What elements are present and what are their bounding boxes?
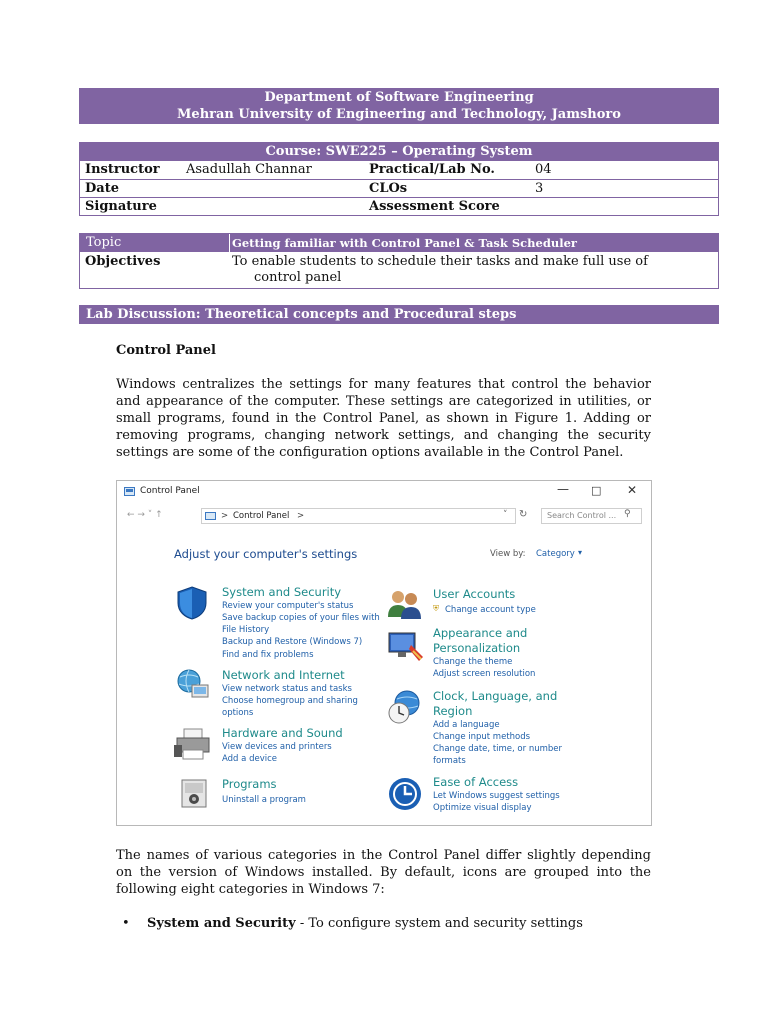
bullet-item-text: - To configure system and security settings [295, 916, 583, 931]
table-row [80, 252, 718, 288]
nav-arrows[interactable]: ← → ˅ ↑ [127, 510, 163, 520]
topic-table [79, 233, 719, 289]
objectives-label: Objectives [85, 254, 161, 269]
link-optimize-display[interactable]: Optimize visual display [433, 803, 532, 813]
view-by-label: View by: [490, 549, 526, 559]
course-info-table [79, 142, 719, 216]
date-label: Date [85, 181, 119, 196]
breadcrumb-separator: > [221, 511, 229, 521]
link-homegroup[interactable]: Choose homegroup and sharing [222, 696, 358, 706]
category-appearance-line-2[interactable]: Personalization [433, 641, 521, 655]
link-save-backup[interactable]: Save backup copies of your files with [222, 613, 380, 623]
table-row [80, 234, 718, 252]
assessment-label: Assessment Score [369, 199, 500, 214]
link-devices-printers[interactable]: View devices and printers [222, 742, 332, 752]
control-panel-icon [205, 512, 216, 520]
search-icon[interactable]: ⚲ [624, 509, 631, 519]
link-formats[interactable]: formats [433, 756, 466, 766]
link-find-fix[interactable]: Find and fix problems [222, 650, 314, 660]
category-ease-of-access[interactable]: Ease of Access [433, 775, 519, 789]
user-accounts-icon[interactable] [387, 589, 423, 619]
refresh-icon[interactable]: ↻ [519, 509, 528, 520]
link-suggest-settings[interactable]: Let Windows suggest settings [433, 791, 560, 801]
programs-icon[interactable] [180, 777, 210, 809]
control-panel-icon [124, 487, 135, 496]
link-change-theme[interactable]: Change the theme [433, 657, 513, 667]
course-title: Course: SWE225 – Operating System [80, 143, 718, 161]
category-user-accounts[interactable]: User Accounts [433, 587, 516, 601]
category-appearance[interactable]: Appearance and [433, 626, 528, 640]
link-uninstall[interactable]: Uninstall a program [222, 795, 306, 805]
lab-discussion-heading: Lab Discussion: Theoretical concepts and Procedural steps [79, 305, 719, 324]
category-programs[interactable]: Programs [222, 777, 277, 791]
link-add-device[interactable]: Add a device [222, 754, 277, 764]
link-change-account-type[interactable]: Change account type [445, 605, 536, 615]
intro-paragraph: Windows centralizes the settings for many features that control the behavior and appearance of the computer. These settings are categorized in utilities, or small programs, found in the Control Panel, as shown in Figure 1. Adding or removing programs, changing network settings, and changing the security settings are some of the configuration options available in the Control Panel. [116, 377, 651, 460]
table-row [80, 161, 718, 179]
link-review-status[interactable]: Review your computer's status [222, 601, 354, 611]
view-by-select[interactable]: Category [536, 549, 575, 559]
lab-number-label: Practical/Lab No. [369, 162, 495, 177]
chevron-down-icon[interactable]: ▾ [578, 548, 583, 557]
section-title: Control Panel [116, 343, 216, 358]
control-panel-figure [116, 480, 652, 826]
appearance-icon[interactable] [387, 631, 425, 663]
minimize-button[interactable]: — [557, 482, 569, 496]
signature-label: Signature [85, 199, 157, 214]
category-hardware-sound[interactable]: Hardware and Sound [222, 726, 343, 740]
clos-label: CLOs [369, 181, 408, 196]
page-heading: Adjust your computer's settings [174, 547, 358, 561]
chevron-down-icon[interactable]: ˅ [503, 510, 508, 520]
link-network-status[interactable]: View network status and tasks [222, 684, 352, 694]
bullet-marker: • [122, 916, 130, 931]
close-button[interactable]: ✕ [627, 483, 638, 497]
category-clock-language[interactable]: Clock, Language, and [433, 689, 558, 703]
link-add-language[interactable]: Add a language [433, 720, 500, 730]
link-date-time[interactable]: Change date, time, or number [433, 744, 562, 754]
instructor-label: Instructor [85, 162, 160, 177]
category-network-internet[interactable]: Network and Internet [222, 668, 345, 682]
clock-globe-icon[interactable] [387, 689, 423, 725]
network-globe-icon[interactable] [174, 667, 210, 701]
link-options[interactable]: options [222, 708, 254, 718]
breadcrumb-separator: > [297, 511, 305, 521]
maximize-button[interactable]: □ [591, 484, 602, 497]
bullet-item [147, 915, 583, 932]
university-title: Mehran University of Engineering and Technology, Jamshoro [177, 107, 621, 122]
bullet-item-title: System and Security [147, 916, 296, 931]
topic-label: Topic [86, 235, 122, 250]
categories-paragraph: The names of various categories in the Control Panel differ slightly depending on the version of Windows installed. By default, icons are grouped into the following eight categories in Windows 7: [116, 848, 651, 897]
objectives-line-1: To enable students to schedule their tasks and make full use of [232, 254, 648, 269]
department-title: Department of Software Engineering [264, 90, 534, 105]
uac-shield-icon: ⛨ [433, 604, 439, 613]
category-clock-language-line-2[interactable]: Region [433, 704, 473, 718]
table-row [80, 179, 718, 197]
breadcrumb[interactable]: Control Panel [233, 511, 290, 521]
link-file-history[interactable]: File History [222, 625, 270, 635]
window-title: Control Panel [140, 486, 200, 496]
link-screen-resolution[interactable]: Adjust screen resolution [433, 669, 536, 679]
shield-icon[interactable] [175, 585, 209, 621]
ease-of-access-icon[interactable] [388, 777, 422, 811]
printer-icon[interactable] [174, 727, 212, 761]
category-system-security[interactable]: System and Security [222, 585, 342, 599]
link-input-methods[interactable]: Change input methods [433, 732, 531, 742]
lab-number-value: 04 [535, 162, 552, 177]
table-row [80, 197, 718, 215]
search-placeholder: Search Control ... [547, 511, 617, 520]
topic-value: Getting familiar with Control Panel & Task Scheduler [232, 236, 577, 250]
instructor-value: Asadullah Channar [186, 162, 312, 177]
link-backup-restore[interactable]: Backup and Restore (Windows 7) [222, 637, 363, 647]
objectives-line-2: control panel [254, 270, 342, 285]
clos-value: 3 [535, 181, 544, 196]
document-header [79, 88, 719, 124]
divider [229, 234, 230, 252]
